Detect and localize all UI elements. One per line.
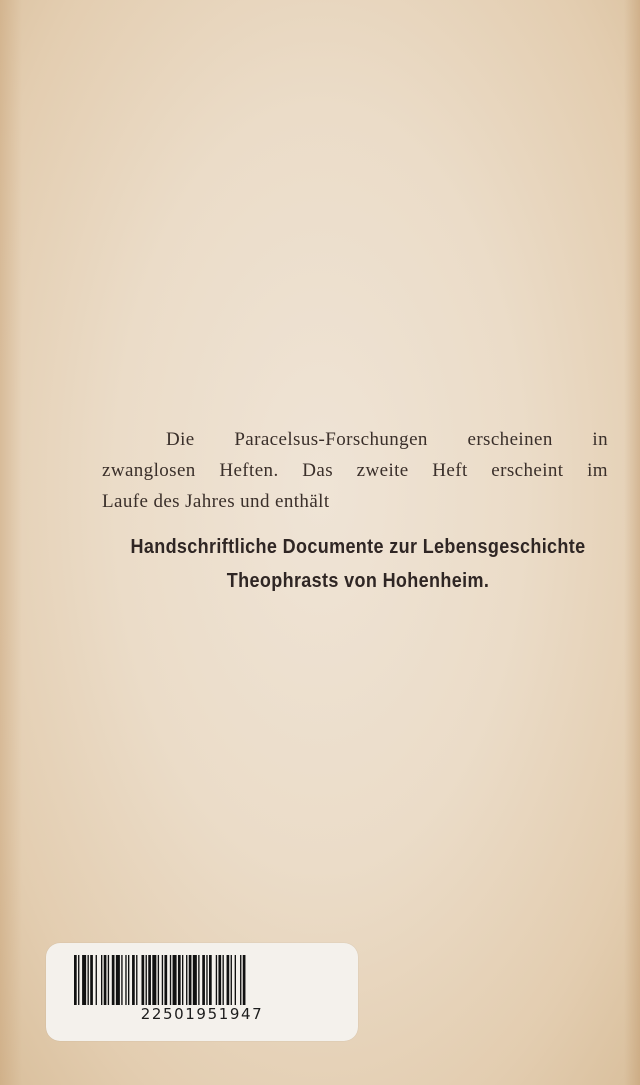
barcode-bar	[108, 955, 109, 1005]
barcode-bar	[231, 955, 232, 1005]
barcode-bar	[148, 955, 151, 1005]
barcode-bar	[132, 955, 135, 1005]
barcode-bar	[101, 955, 102, 1005]
barcode-bar	[178, 955, 181, 1005]
barcode-bar	[104, 955, 107, 1005]
barcode-bar	[125, 955, 126, 1005]
barcode-icon	[74, 955, 330, 1005]
barcode-bar	[121, 955, 122, 1005]
barcode-bar	[78, 955, 79, 1005]
announced-title-line-1: Handschriftliche Documente zur Lebensgeschichte	[130, 536, 586, 558]
barcode-bar	[164, 955, 167, 1005]
barcode-bar	[146, 955, 147, 1005]
barcode-bar	[198, 955, 199, 1005]
barcode-bar	[206, 955, 207, 1005]
barcode-bar	[202, 955, 205, 1005]
barcode-bar	[209, 955, 212, 1005]
barcode-bar	[136, 955, 137, 1005]
barcode-bar	[240, 955, 241, 1005]
barcode-bar	[88, 955, 89, 1005]
barcode-bar	[218, 955, 221, 1005]
notice-line-1: Die Paracelsus-Forschungen erscheinen in	[166, 429, 608, 450]
announced-title-line-2: Theophrasts von Hohenheim.	[226, 570, 490, 592]
barcode-bar	[82, 955, 86, 1005]
barcode-bar	[162, 955, 163, 1005]
barcode-bar	[152, 955, 156, 1005]
barcode-bar	[96, 955, 97, 1005]
barcode-bar	[223, 955, 224, 1005]
barcode-bar	[142, 955, 145, 1005]
barcode-bar	[227, 955, 230, 1005]
barcode-bar	[90, 955, 93, 1005]
barcode-bar	[112, 955, 115, 1005]
page-edge-shadow-left	[0, 0, 22, 1085]
barcode-bar	[189, 955, 192, 1005]
barcode-bar	[216, 955, 217, 1005]
barcode-bar	[158, 955, 159, 1005]
library-barcode-label	[46, 943, 358, 1041]
barcode-bar	[193, 955, 197, 1005]
notice-paragraph	[102, 424, 608, 517]
notice-line-2: zwanglosen Heften. Das zweite Heft erscheint im	[102, 460, 608, 481]
barcode-bar	[116, 955, 120, 1005]
page-edge-shadow-right	[624, 0, 640, 1085]
barcode-bar	[243, 955, 246, 1005]
barcode-bar	[74, 955, 77, 1005]
barcode-bar	[235, 955, 236, 1005]
barcode-bar	[170, 955, 171, 1005]
notice-line-3: Laufe des Jahres und enthält	[102, 491, 330, 512]
barcode-bar	[182, 955, 183, 1005]
barcode-bar	[173, 955, 177, 1005]
barcode-bar	[128, 955, 129, 1005]
barcode-number: 22501951947	[140, 1005, 264, 1023]
barcode-bar	[186, 955, 187, 1005]
